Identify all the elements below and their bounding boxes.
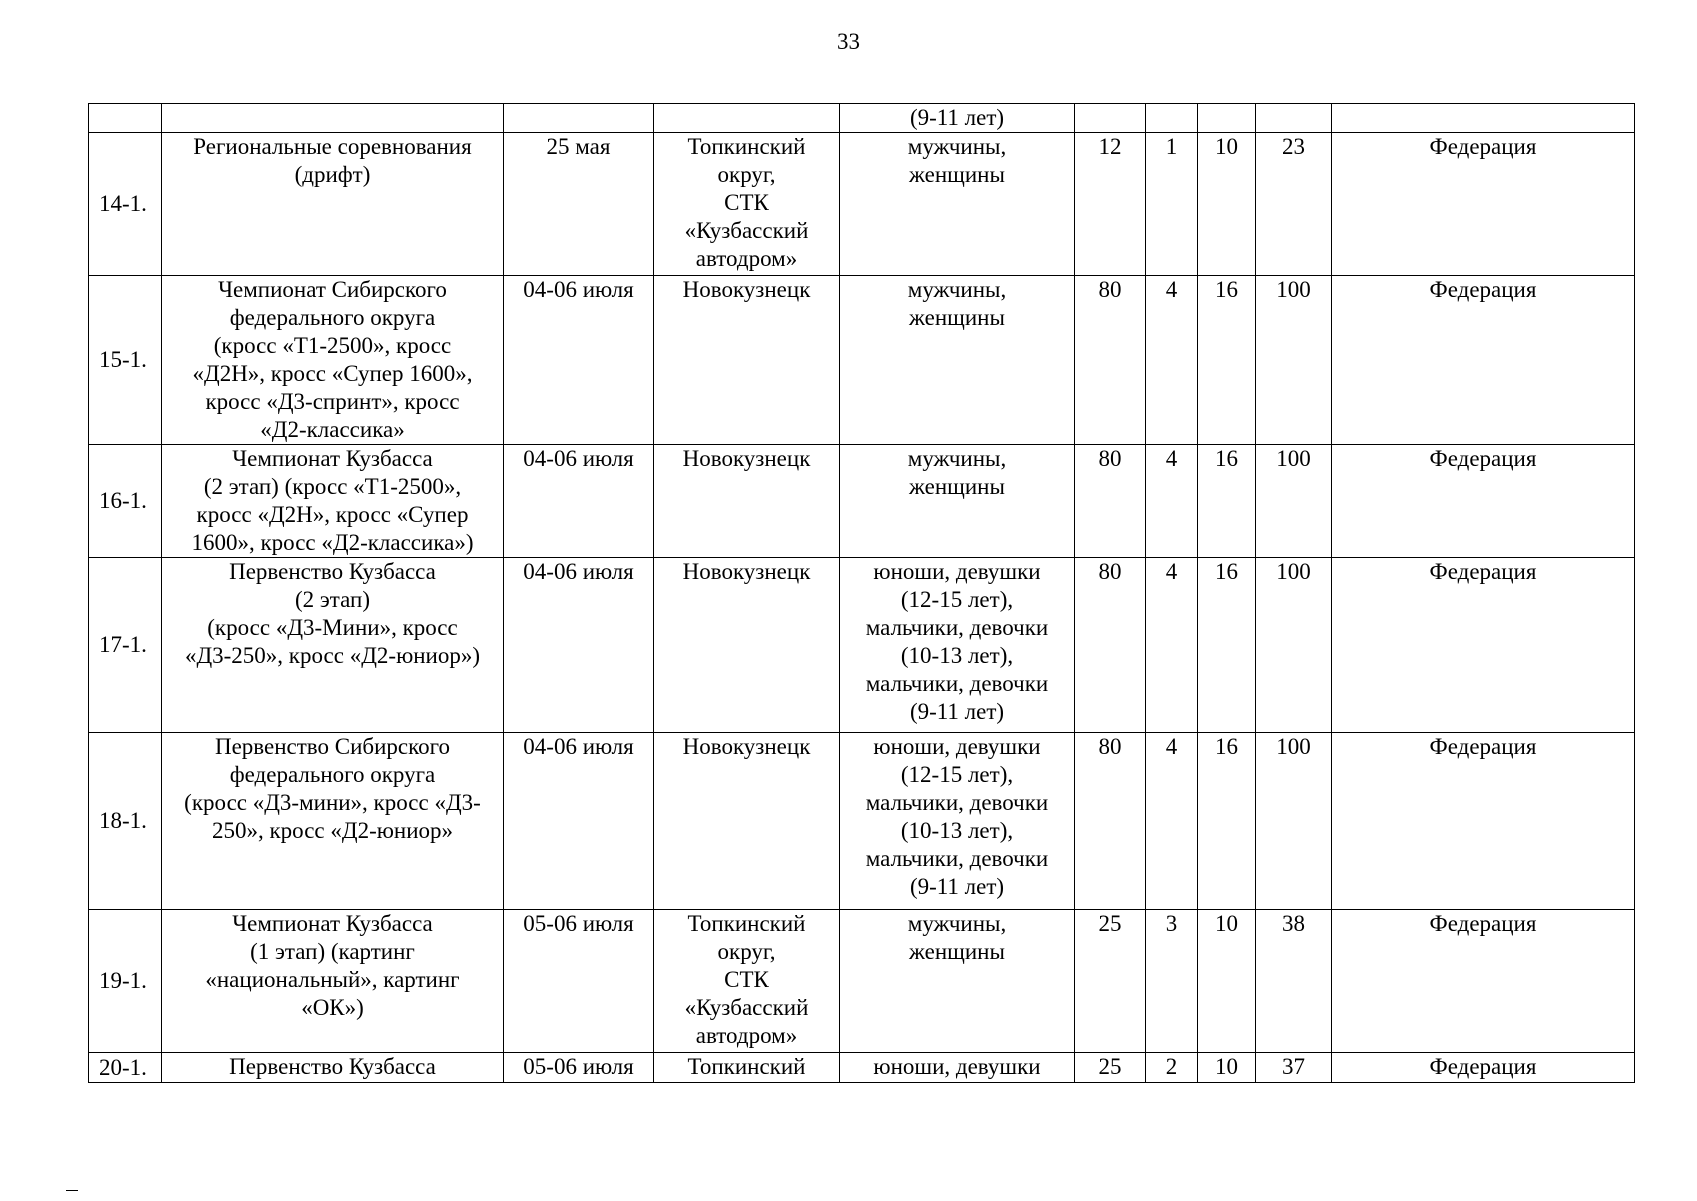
c4-line: 100 [1276,559,1311,584]
participants-line: мальчики, девочки [865,846,1049,871]
c3-line: 10 [1215,1054,1238,1079]
cell-participants [840,1053,1075,1083]
name-line: Чемпионат Сибирского [218,277,447,302]
c2-line: 3 [1165,911,1178,936]
date-line: 05-06 июля [523,911,634,936]
participants-line: (12-15 лет), [900,762,1014,787]
name-line: Чемпионат Кузбасса [232,446,433,471]
name-line: (1 этап) (картинг [250,939,415,964]
cell-participants [840,445,1075,558]
org-line: Федерация [1429,734,1537,759]
place-line: округ, [717,162,776,187]
table-row [89,1053,1635,1083]
place-line: Новокузнецк [682,446,811,471]
c4-line: 100 [1276,446,1311,471]
c2-line: 4 [1165,277,1178,302]
participants-line: мальчики, девочки [865,790,1049,815]
cell-c1 [1075,276,1146,445]
c1-line: 12 [1098,134,1122,159]
c1-line: 80 [1098,559,1122,584]
name-line: (дрифт) [294,162,371,187]
num-line: 20-1. [99,1054,147,1080]
c4-line: 100 [1276,277,1311,302]
cell-c1 [1075,133,1146,276]
participants-line: (12-15 лет), [900,587,1014,612]
participants-line: мужчины, [907,911,1007,936]
c3-line: 16 [1215,446,1238,471]
cell-num [89,1053,162,1083]
cell-place [654,910,840,1053]
cell-c2 [1146,276,1198,445]
c3-line: 10 [1215,911,1238,936]
cell-c4 [1256,733,1332,910]
c4-line: 38 [1282,911,1305,936]
cell-place [654,733,840,910]
participants-line: (9-11 лет) [909,105,1005,130]
place-line: округ, [717,939,776,964]
cell-num [89,445,162,558]
page-number: 33 [837,29,860,54]
cell-name [162,445,504,558]
participants-line: женщины [909,162,1005,187]
org-line: Федерация [1429,911,1537,936]
num-line: 15-1. [99,347,147,372]
cell-num [89,733,162,910]
cell-date [504,558,654,733]
table-row [89,445,1635,558]
cell-participants [840,558,1075,733]
c1-line: 80 [1098,734,1122,759]
participants-line: мужчины, [907,277,1007,302]
place-line: Новокузнецк [682,559,811,584]
name-line: «национальный», картинг [205,967,460,992]
name-line: (кросс «Д3-Мини», кросс [207,615,458,640]
participants-line: женщины [909,474,1005,499]
cell-c3 [1198,1053,1256,1083]
place-line: «Кузбасский [684,995,809,1020]
cell-participants [840,910,1075,1053]
c2-line: 4 [1165,734,1178,759]
cell-c3 [1198,133,1256,276]
cell-num [89,276,162,445]
c3-line: 10 [1215,134,1238,159]
cell-num [89,133,162,276]
name-line: «Д3-250», кросс «Д2-юниор») [184,643,481,668]
cell-org [1332,133,1635,276]
participants-line: (10-13 лет), [900,818,1014,843]
org-line: Федерация [1429,134,1537,159]
place-line: Новокузнецк [682,277,811,302]
cell-name [162,133,504,276]
cell-date [504,276,654,445]
continuation-row [89,104,1635,133]
place-line: автодром» [695,1023,798,1048]
c3-line: 16 [1215,734,1238,759]
name-line: «ОК») [301,995,364,1020]
participants-line: юноши, девушки [873,734,1041,759]
cell-c2 [1146,733,1198,910]
name-line: Региональные соревнования [193,134,472,159]
name-line: федерального округа [229,305,436,330]
c2-line: 4 [1165,559,1178,584]
table-row [89,558,1635,733]
cell-org [1332,558,1635,733]
place-line: Топкинский [687,911,806,936]
date-line: 05-06 июля [523,1054,634,1079]
participants-line: мужчины, [907,134,1007,159]
cell-name [162,276,504,445]
table-row [89,133,1635,276]
c1-line: 80 [1098,277,1122,302]
num-line: 16-1. [99,488,147,513]
org-line: Федерация [1429,1054,1537,1079]
c4-line: 100 [1276,734,1311,759]
participants-line: мальчики, девочки [865,615,1049,640]
cell-date [504,1053,654,1083]
c3-line: 16 [1215,277,1238,302]
c4-line: 23 [1282,134,1305,159]
participants-line: юноши, девушки [873,559,1041,584]
name-line: Чемпионат Кузбасса [232,911,433,936]
name-line: «Д2Н», кросс «Супер 1600», [192,361,473,386]
table-row [89,733,1635,910]
cell-participants [840,276,1075,445]
date-line: 04-06 июля [523,446,634,471]
cell-c2 [1146,1053,1198,1083]
num-line: 19-1. [99,968,147,993]
org-line: Федерация [1429,446,1537,471]
c1-line: 80 [1098,446,1122,471]
participants-line: женщины [909,939,1005,964]
cell-place [654,133,840,276]
cell-c2 [1146,558,1198,733]
cell-date [504,910,654,1053]
org-line: Федерация [1429,277,1537,302]
cell-c4 [1256,445,1332,558]
cell-c3 [1198,276,1256,445]
cell-name [162,558,504,733]
cell-num [89,558,162,733]
cell-date [504,133,654,276]
cell-c1 [1075,445,1146,558]
cell-c1 [1075,104,1146,133]
cell-date [504,104,654,133]
cell-c4 [1256,1053,1332,1083]
name-line: (2 этап) [295,587,370,612]
cell-place [654,276,840,445]
cell-c3 [1198,910,1256,1053]
cell-participants [840,104,1075,133]
cell-name [162,910,504,1053]
num-line: 14-1. [99,191,147,216]
participants-line: (10-13 лет), [900,643,1014,668]
place-line: «Кузбасский [684,218,809,243]
name-line: федерального округа [229,762,436,787]
place-line: Топкинский [687,134,806,159]
name-line: кросс «Д2Н», кросс «Супер [196,502,469,527]
name-line: Первенство Сибирского [214,734,450,759]
name-line: Первенство Кузбасса [229,1054,436,1079]
cell-c3 [1198,445,1256,558]
participants-line: женщины [909,305,1005,330]
cell-participants [840,733,1075,910]
c4-line: 37 [1282,1054,1305,1079]
cell-c2 [1146,104,1198,133]
cell-org [1332,733,1635,910]
participants-line: мужчины, [907,446,1007,471]
cell-date [504,445,654,558]
table-row [89,910,1635,1053]
cell-c4 [1256,104,1332,133]
cell-place [654,1053,840,1083]
cell-c3 [1198,733,1256,910]
cell-c1 [1075,558,1146,733]
cell-c4 [1256,133,1332,276]
cell-place [654,558,840,733]
cell-org [1332,104,1635,133]
cell-c3 [1198,558,1256,733]
cell-c4 [1256,910,1332,1053]
cell-place [654,104,840,133]
cell-num [89,910,162,1053]
num-line: 17-1. [99,632,147,657]
participants-line: мальчики, девочки [865,671,1049,696]
cell-org [1332,910,1635,1053]
name-line: 250», кросс «Д2-юниор» [211,818,454,843]
participants-line: (9-11 лет) [909,699,1005,724]
cell-date [504,733,654,910]
cell-num [89,104,162,133]
c3-line: 16 [1215,559,1238,584]
cell-c1 [1075,910,1146,1053]
cell-c4 [1256,558,1332,733]
place-line: СТК [724,967,769,992]
events-table [88,103,1635,1083]
cell-c1 [1075,1053,1146,1083]
table-row [89,276,1635,445]
date-line: 04-06 июля [523,277,634,302]
events-table-body [89,104,1635,1083]
cell-c2 [1146,445,1198,558]
place-line: Новокузнецк [682,734,811,759]
c2-line: 2 [1165,1054,1178,1079]
page-edge-mark [66,1190,78,1201]
cell-c1 [1075,733,1146,910]
cell-name [162,733,504,910]
date-line: 25 мая [546,134,611,159]
c2-line: 1 [1165,134,1178,159]
name-line: «Д2-классика» [260,417,405,442]
org-line: Федерация [1429,559,1537,584]
cell-name [162,1053,504,1083]
place-line: Топкинский [687,1054,806,1079]
name-line: (кросс «Т1-2500», кросс [213,333,452,358]
name-line: (2 этап) (кросс «Т1-2500», [203,474,462,499]
participants-line: (9-11 лет) [909,874,1005,899]
c1-line: 25 [1098,1054,1122,1079]
cell-org [1332,1053,1635,1083]
cell-c2 [1146,910,1198,1053]
name-line: Первенство Кузбасса [229,559,436,584]
place-line: автодром» [695,246,798,271]
cell-c3 [1198,104,1256,133]
date-line: 04-06 июля [523,559,634,584]
participants-line: юноши, девушки [873,1054,1041,1079]
c2-line: 4 [1165,446,1178,471]
num-line: 18-1. [99,808,147,833]
cell-participants [840,133,1075,276]
c1-line: 25 [1098,911,1122,936]
date-line: 04-06 июля [523,734,634,759]
cell-c2 [1146,133,1198,276]
cell-place [654,445,840,558]
cell-org [1332,276,1635,445]
name-line: (кросс «Д3-мини», кросс «Д3- [184,790,481,815]
cell-org [1332,445,1635,558]
cell-c4 [1256,276,1332,445]
place-line: СТК [724,190,769,215]
cell-name [162,104,504,133]
name-line: 1600», кросс «Д2-классика») [191,530,474,555]
name-line: кросс «Д3-спринт», кросс [205,389,460,414]
